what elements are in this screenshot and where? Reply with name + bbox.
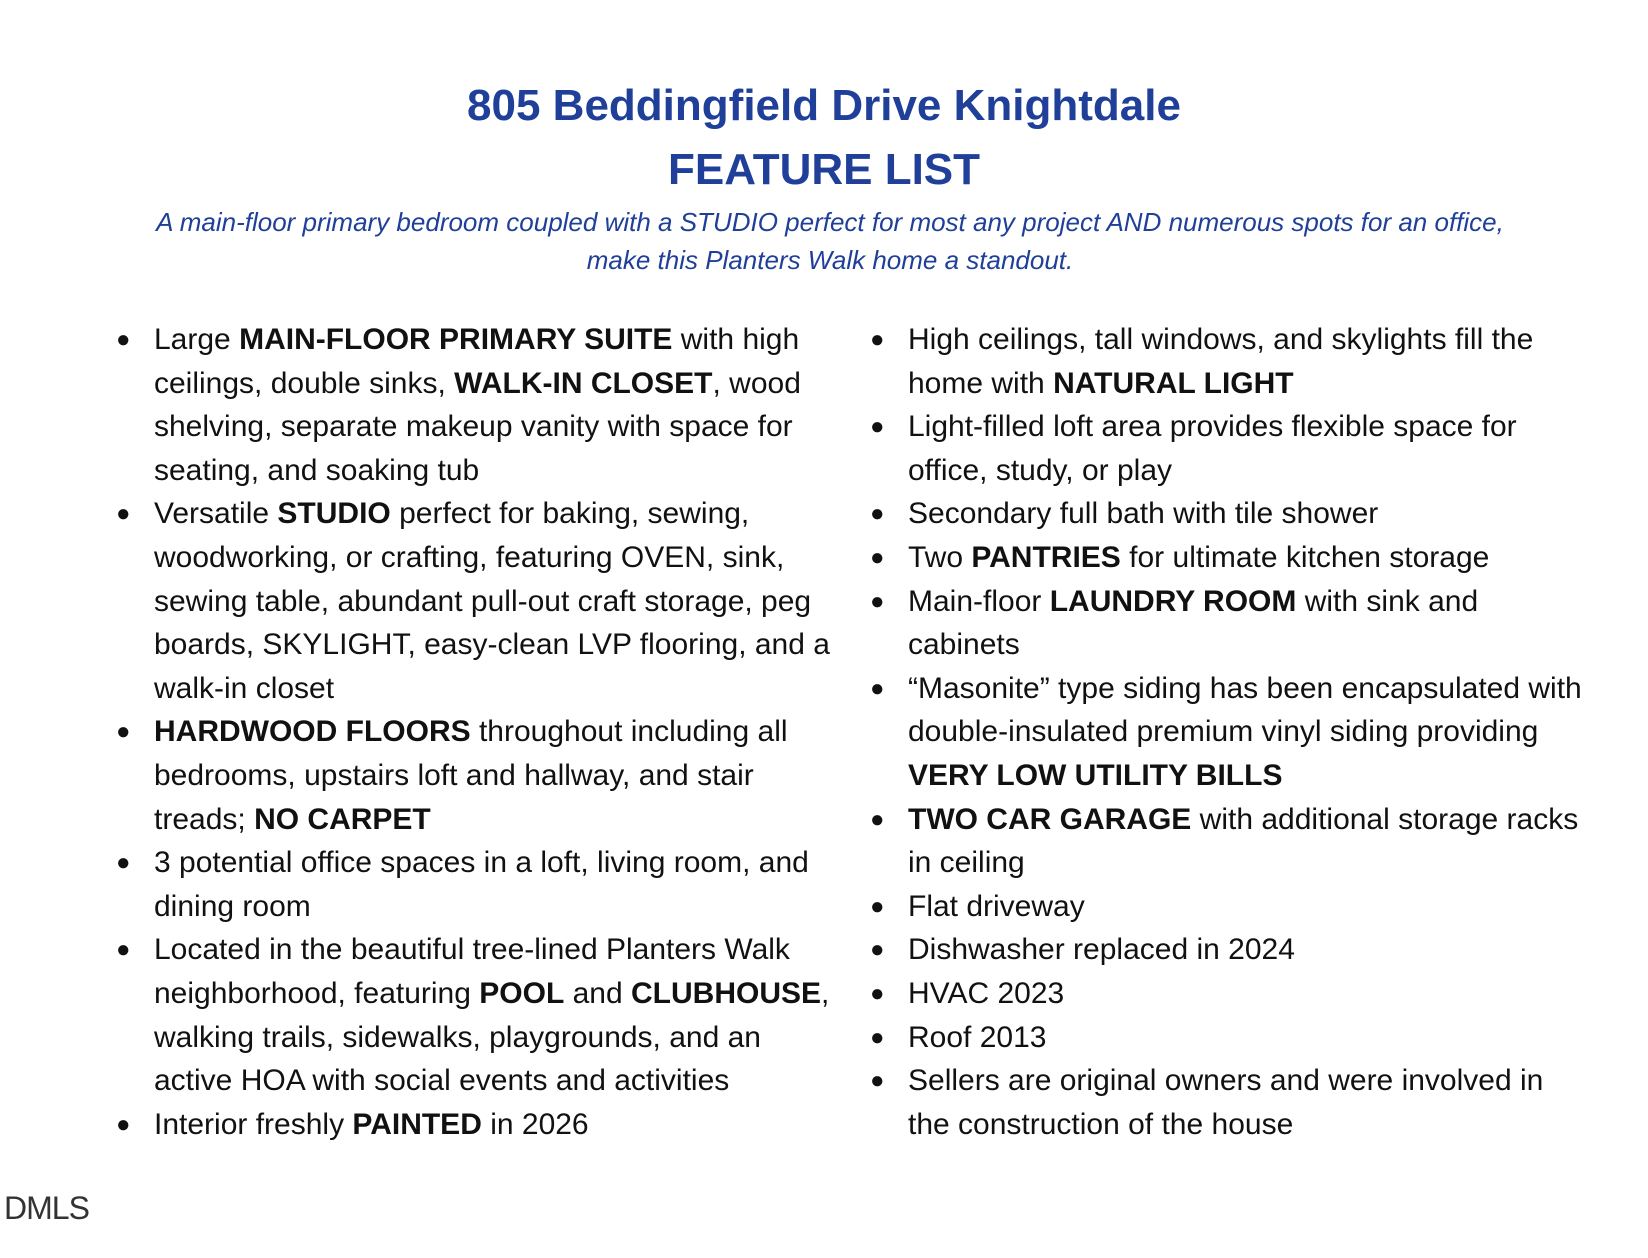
- bullet-icon: ●: [116, 849, 131, 877]
- feature-highlight: VERY LOW UTILITY BILLS: [908, 758, 1283, 792]
- feature-text: for ultimate kitchen storage: [1120, 540, 1490, 574]
- feature-text: High ceilings, tall windows, and skylights fill the home with: [908, 323, 1534, 400]
- feature-list-item: [870, 536, 1590, 580]
- bullet-icon: ●: [870, 892, 885, 920]
- feature-list-item: [116, 841, 836, 928]
- feature-highlight: NATURAL LIGHT: [1053, 366, 1294, 400]
- feature-list-item: [870, 580, 1590, 667]
- feature-highlight: TWO CAR GARAGE: [908, 802, 1192, 836]
- feature-list-left: [116, 318, 836, 1146]
- mls-watermark: DMLS: [4, 1190, 89, 1226]
- feature-list-item: [870, 405, 1590, 492]
- feature-text: “Masonite” type siding has been encapsulated with double-insulated premium vinyl siding providing: [908, 671, 1582, 749]
- feature-list-item: [870, 318, 1590, 405]
- bullet-icon: ●: [116, 500, 131, 528]
- feature-text: , wood shelving, separate makeup vanity with space for seating, and soaking tub: [154, 366, 801, 487]
- bullet-icon: ●: [870, 674, 885, 702]
- feature-text: Interior freshly: [154, 1107, 353, 1141]
- feature-text: Flat driveway: [908, 889, 1085, 923]
- feature-text: Versatile: [154, 497, 278, 531]
- bullet-icon: ●: [116, 718, 131, 746]
- feature-highlight: NO CARPET: [254, 802, 431, 836]
- bullet-icon: ●: [870, 936, 885, 964]
- feature-text: with high ceilings, double sinks,: [154, 323, 800, 400]
- feature-list-item: [116, 710, 836, 841]
- feature-text: with sink and cabinets: [908, 584, 1479, 662]
- bullet-icon: ●: [870, 979, 885, 1007]
- intro-line-1: A main-floor primary bedroom coupled with a STUDIO perfect for most any project AND numerous spots for an office,: [156, 207, 1504, 237]
- feature-text: Roof 2013: [908, 1020, 1047, 1054]
- feature-text: HVAC 2023: [908, 976, 1065, 1010]
- feature-text: and: [564, 976, 632, 1010]
- bullet-icon: ●: [870, 500, 885, 528]
- feature-list-item: [870, 928, 1590, 972]
- feature-list-item: [116, 1103, 836, 1147]
- page-subheading: FEATURE LIST: [667, 145, 981, 194]
- feature-text: 3 potential office spaces in a loft, living room, and dining room: [154, 846, 809, 923]
- feature-list-item: [870, 1059, 1590, 1146]
- feature-list-item: [116, 492, 836, 710]
- feature-text: Two: [908, 540, 972, 574]
- feature-highlight: CLUBHOUSE: [631, 976, 822, 1010]
- bullet-icon: ●: [116, 936, 131, 964]
- feature-list-item: [116, 318, 836, 492]
- feature-list-item: [870, 667, 1590, 798]
- feature-text: , walking trails, sidewalks, playgrounds, and an active HOA with social events and activities: [154, 976, 830, 1098]
- feature-text: in 2026: [481, 1107, 589, 1141]
- feature-text: Large: [154, 323, 240, 356]
- bullet-icon: ●: [870, 587, 885, 615]
- bullet-icon: ●: [870, 413, 885, 441]
- page-title: 805 Beddingfield Drive Knightdale: [467, 81, 1181, 130]
- feature-list-item: [870, 885, 1590, 929]
- bullet-icon: ●: [870, 805, 885, 833]
- feature-text: Light-filled loft area provides flexible space for office, study, or play: [908, 410, 1517, 487]
- feature-text: perfect for baking, sewing, woodworking, or crafting, featuring OVEN, sink, sewing table, abundant pull-out craft storage, peg boards, SKYLIGHT, easy-clean LVP flooring, and a walk-in closet: [154, 497, 830, 705]
- bullet-icon: ●: [870, 1023, 885, 1051]
- feature-text: Secondary full bath with tile shower: [908, 497, 1379, 531]
- bullet-icon: ●: [870, 326, 885, 353]
- feature-highlight: PANTRIES: [971, 540, 1121, 574]
- feature-highlight: HARDWOOD FLOORS: [154, 715, 471, 749]
- feature-highlight: POOL: [479, 976, 565, 1010]
- bullet-icon: ●: [116, 1110, 131, 1138]
- feature-text: with additional storage racks in ceiling: [908, 802, 1579, 880]
- intro-line-2: make this Planters Walk home a standout.: [586, 245, 1074, 275]
- feature-list-item: [870, 972, 1590, 1016]
- feature-text: Main-floor: [908, 584, 1050, 618]
- bullet-icon: ●: [116, 326, 131, 353]
- feature-list-item: [116, 928, 836, 1102]
- feature-text: Sellers are original owners and were involved in the construction of the house: [908, 1064, 1544, 1141]
- feature-list-item: [870, 1016, 1590, 1060]
- feature-highlight: LAUNDRY ROOM: [1049, 584, 1297, 618]
- feature-highlight: PAINTED: [352, 1107, 482, 1141]
- intro-text: [60, 203, 1600, 279]
- feature-list-right: [870, 318, 1590, 1146]
- feature-list-item: [870, 798, 1590, 885]
- feature-highlight: WALK-IN CLOSET: [454, 366, 713, 400]
- feature-text: Located in the beautiful tree-lined Planters Walk neighborhood, featuring: [154, 933, 790, 1010]
- feature-text: throughout including all bedrooms, upstairs loft and hallway, and stair treads;: [154, 715, 788, 836]
- feature-highlight: STUDIO: [277, 497, 391, 531]
- feature-highlight: MAIN-FLOOR PRIMARY SUITE: [239, 323, 673, 356]
- bullet-icon: ●: [870, 1067, 885, 1095]
- bullet-icon: ●: [870, 543, 885, 571]
- feature-list-item: [870, 492, 1590, 536]
- feature-text: Dishwasher replaced in 2024: [908, 933, 1295, 967]
